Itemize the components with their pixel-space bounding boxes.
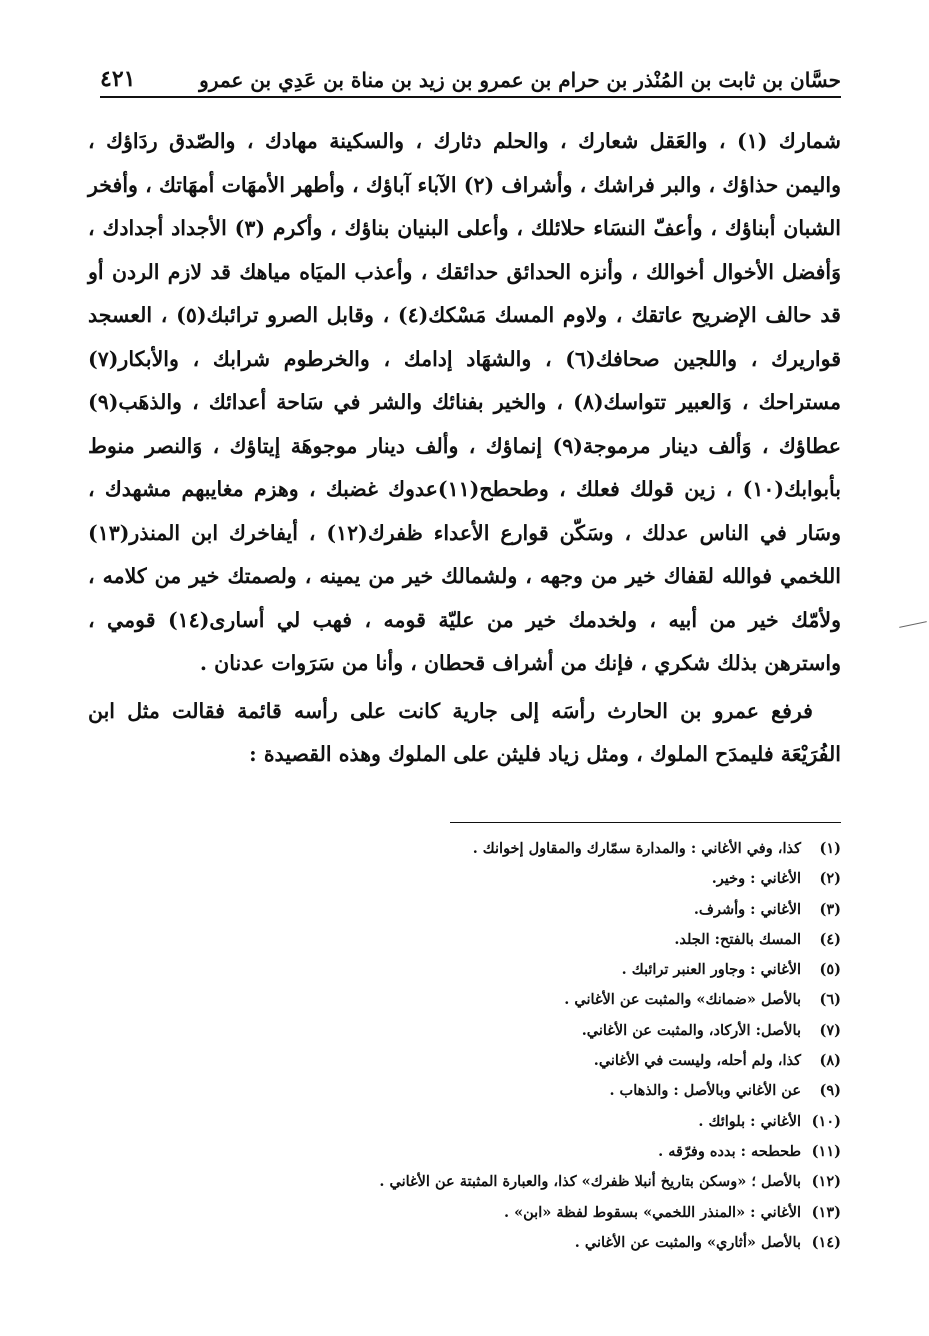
page-number: ٤٢١ [100, 66, 136, 92]
footnote-1 [88, 834, 841, 864]
footnote-12 [88, 1167, 841, 1197]
footnote-text: الأغاني : بلوائك . [698, 1112, 801, 1130]
footnote-8 [88, 1046, 841, 1076]
footnote-number: (١٣) [811, 1203, 841, 1221]
footnote-text: عن الأغاني وبالأصل : والذهاب . [609, 1082, 801, 1100]
footnote-text: الأغاني : وجاور العنبر ترائبك . [621, 961, 801, 979]
footnote-text: كذا، وفي الأغاني : والمدارة سمّارك والمقاول إخوانك . [472, 840, 801, 857]
footnote-number: (٣) [819, 900, 841, 918]
footnote-text: بالأصل «ضمانك» والمثبت عن الأغاني . [564, 991, 801, 1009]
footnote-text: المسك بالفتح: الجلد. [674, 930, 801, 948]
footnote-11 [88, 1137, 841, 1167]
footnote-text: الأغاني : «المنذر اللخمي» بسقوط لفظة «ابن» . [503, 1203, 801, 1221]
footnote-10 [88, 1107, 841, 1137]
footnote-number: (١) [819, 840, 841, 857]
footnote-number: (٨) [819, 1052, 841, 1070]
margin-pen-mark [899, 621, 927, 628]
footnote-separator [450, 822, 841, 823]
footnote-number: (٤) [819, 930, 841, 948]
footnote-9 [88, 1076, 841, 1106]
footnote-number: (٥) [819, 961, 841, 979]
footnote-text: الأغاني : وخير. [711, 870, 801, 888]
footnote-text: بالأصل «أثاري» والمثبت عن الأغاني . [574, 1233, 801, 1251]
footnote-text: كذا، ولم أحله، وليست في الأغاني. [593, 1052, 801, 1070]
footnote-number: (٦) [819, 991, 841, 1009]
paragraph-2: فرفع عمرو بن الحارث رأسَه إلى جارية كانت على رأسه قائمة فقالت مثل ابن الفُرَيْعَة فليمدَح الملوك ، ومثل زياد فليثن على الملوك وهذه القصيدة : [88, 698, 841, 766]
footnote-2 [88, 864, 841, 894]
footnote-number: (٩) [819, 1082, 841, 1100]
footnote-text: بالأصل: الأركاد، والمثبت عن الأغاني. [581, 1021, 801, 1039]
running-title: حسَّان بن ثابت بن المُنْذر بن حرام بن عمرو بن زيد بن مناة بن عَدِي بن عمرو [199, 68, 841, 92]
footnote-13 [88, 1198, 841, 1228]
footnote-number: (١٢) [811, 1173, 841, 1191]
footnote-7 [88, 1016, 841, 1046]
footnote-text: الأغاني : وأشرف. [693, 900, 801, 918]
footnote-number: (١٠) [811, 1112, 841, 1130]
footnote-5 [88, 955, 841, 985]
footnotes-list [88, 834, 841, 1258]
main-text [88, 120, 841, 777]
footnote-number: (٧) [819, 1021, 841, 1039]
footnote-3 [88, 895, 841, 925]
footnote-number: (١٤) [811, 1233, 841, 1251]
footnote-14 [88, 1228, 841, 1258]
footnote-4 [88, 925, 841, 955]
footnote-number: (٢) [819, 870, 841, 888]
paragraph-1: شمارك (١) ، والعَقل شعارك ، والحلم دثارك ، والسكينة مهادك ، والصّدق ردَاؤك ، واليمن حذاؤك ، والبر فراشك ، وأشراف (٢) الآباء آباؤك ، وأطهر الأمهَات أمهَاتك ، وأفخر الشبان أبناؤك ، وأعفّ النسَاء حلائلك ، وأعلى البنيان بناؤك ، وأكرم (٣) الأجداد أجدادك ، وَأفضل الأخوال أخوالك ، وأنزه الحدائق حدائقك ، وأعذب الميَاه مياهك قد لازم الردن أو قد حالف الإضريح عاتقك ، ولاوم المسك مَسْكك(٤) ، وقابل الصرو ترائبك(٥) ، العسجد قواريرك ، واللجين صحافك(٦) ، والشهَاد إدامك ، والخرطوم شرابك ، والأبكار(٧) مستراحك ، وَالعبير تتواسك(٨) ، والخير بفنائك والشر في سَاحة أعدائك ، والذهَب(٩) عطاؤك ، وَألف دينار مرموجة(٩) إنماؤك ، وألف دينار موجوهَة إيتاؤك ، وَالنصر منوط بأبوابك(١٠) ، زين قولك فعلك ، وطحطح(١١)عدوك غضبك ، وهزم مغايبهم مشهدك ، وسَار في الناس عدلك ، وسَكّن قوارع الأعداء ظفرك(١٢) ، أيفاخرك ابن المنذر(١٣) اللخمي فوالله لقفاك خير من وجهه ، ولشمالك خير من يمينه ، ولصمتك خير من كلامه ، ولأمّك خير من أبيه ، ولخدمك خير من عليّة قومه ، فهب لي أسارى(١٤) قومي ، واسترهن بذلك شكري ، فإنك من أشراف قحطان ، وأنا من سَرَوات عدنان . [88, 129, 842, 675]
page-header [100, 52, 841, 98]
footnote-text: بالأصل ؛ «وسكن بتاريخ أنبلا ظفرك» كذا، والعبارة المثبتة عن الأغاني . [379, 1173, 801, 1191]
footnote-text: طحطحه : بدده وفرّقه . [658, 1142, 801, 1160]
footnote-6 [88, 985, 841, 1015]
footnote-number: (١١) [811, 1142, 841, 1160]
